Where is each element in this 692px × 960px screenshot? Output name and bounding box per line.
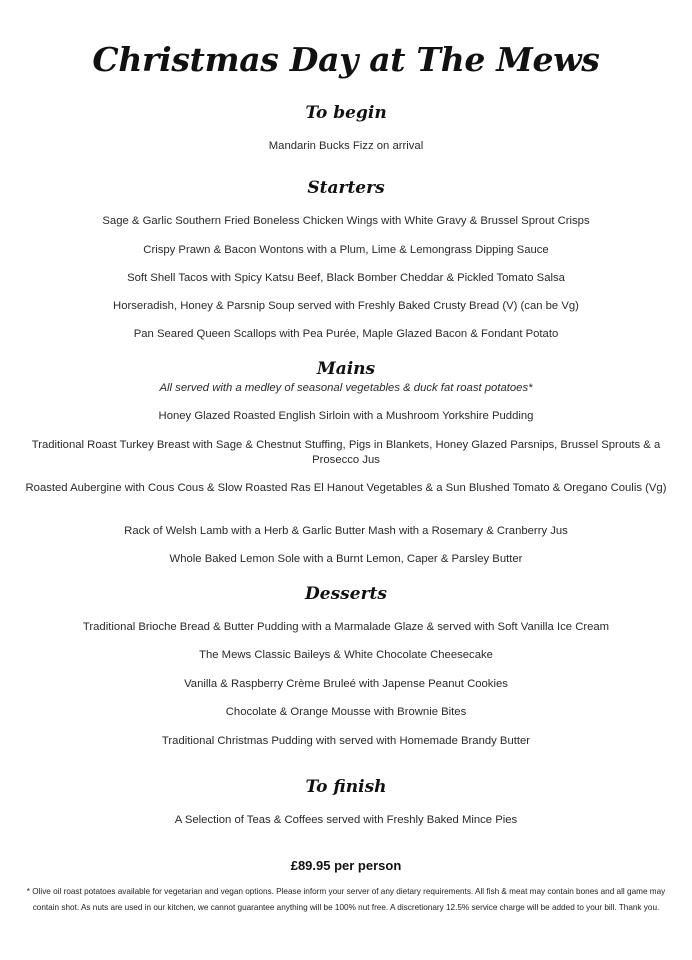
menu-item: A Selection of Teas & Coffees served with Freshly Baked Mince Pies [174, 814, 518, 826]
footnote: * Olive oil roast potatoes available for vegetarian and vegan options. Please inform your server of any dietary requirements. All fish & meat may contain bones and all game may contain shot. As nuts are used in our kitchen, we cannot guarantee anything will be 100% nut free. A discretionary 12.5% service charge will be added to your bill. Thank you. [26, 887, 666, 912]
menu-item: Whole Baked Lemon Sole with a Burnt Lemon, Caper & Parsley Butter [169, 553, 523, 565]
mains-note: All served with a medley of seasonal vegetables & duck fat roast potatoes* [159, 382, 533, 394]
menu-item: Pan Seared Queen Scallops with Pea Purée, Maple Glazed Bacon & Fondant Potato [133, 328, 559, 340]
menu-item: Crispy Prawn & Bacon Wontons with a Plum, Lime & Lemongrass Dipping Sauce [143, 244, 549, 256]
menu-item: Sage & Garlic Southern Fried Boneless Chicken Wings with White Gravy & Brussel Sprout Crisps [102, 215, 590, 227]
menu-item: The Mews Classic Baileys & White Chocolate Cheesecake [199, 649, 493, 661]
heading-desserts: Desserts [305, 584, 387, 604]
menu-item: Mandarin Bucks Fizz on arrival [268, 140, 424, 152]
menu-item: Rack of Welsh Lamb with a Herb & Garlic Butter Mash with a Rosemary & Cranberry Jus [124, 525, 568, 537]
heading-mains: Mains [316, 359, 376, 379]
menu-item: Traditional Brioche Bread & Butter Pudding with a Marmalade Glaze & served with Soft Vanilla Ice Cream [82, 621, 610, 633]
menu-item: Traditional Christmas Pudding with served with Homemade Brandy Butter [161, 735, 531, 747]
heading-to-begin: To begin [305, 103, 387, 123]
menu-item: Soft Shell Tacos with Spicy Katsu Beef, Black Bomber Cheddar & Pickled Tomato Salsa [127, 272, 565, 284]
menu-item: Traditional Roast Turkey Breast with Sage & Chestnut Stuffing, Pigs in Blankets, Honey Glazed Parsnips, Brussel Sprouts & a Prosecco Jus [31, 439, 661, 466]
heading-starters: Starters [307, 178, 385, 198]
menu-item: Chocolate & Orange Mousse with Brownie Bites [225, 706, 467, 718]
heading-to-finish: To finish [305, 777, 387, 797]
menu-item: Vanilla & Raspberry Crème Bruleé with Japense Peanut Cookies [184, 678, 508, 690]
menu-item: Honey Glazed Roasted English Sirloin with a Mushroom Yorkshire Pudding [158, 410, 534, 422]
menu-title: Christmas Day at The Mews [92, 40, 600, 79]
price: £89.95 per person [290, 858, 402, 873]
menu-item: Roasted Aubergine with Cous Cous & Slow Roasted Ras El Hanout Vegetables & a Sun Blushed Tomato & Oregano Coulis (Vg) [25, 482, 667, 494]
menu-item: Horseradish, Honey & Parsnip Soup served with Freshly Baked Crusty Bread (V) (can be Vg) [113, 300, 579, 312]
